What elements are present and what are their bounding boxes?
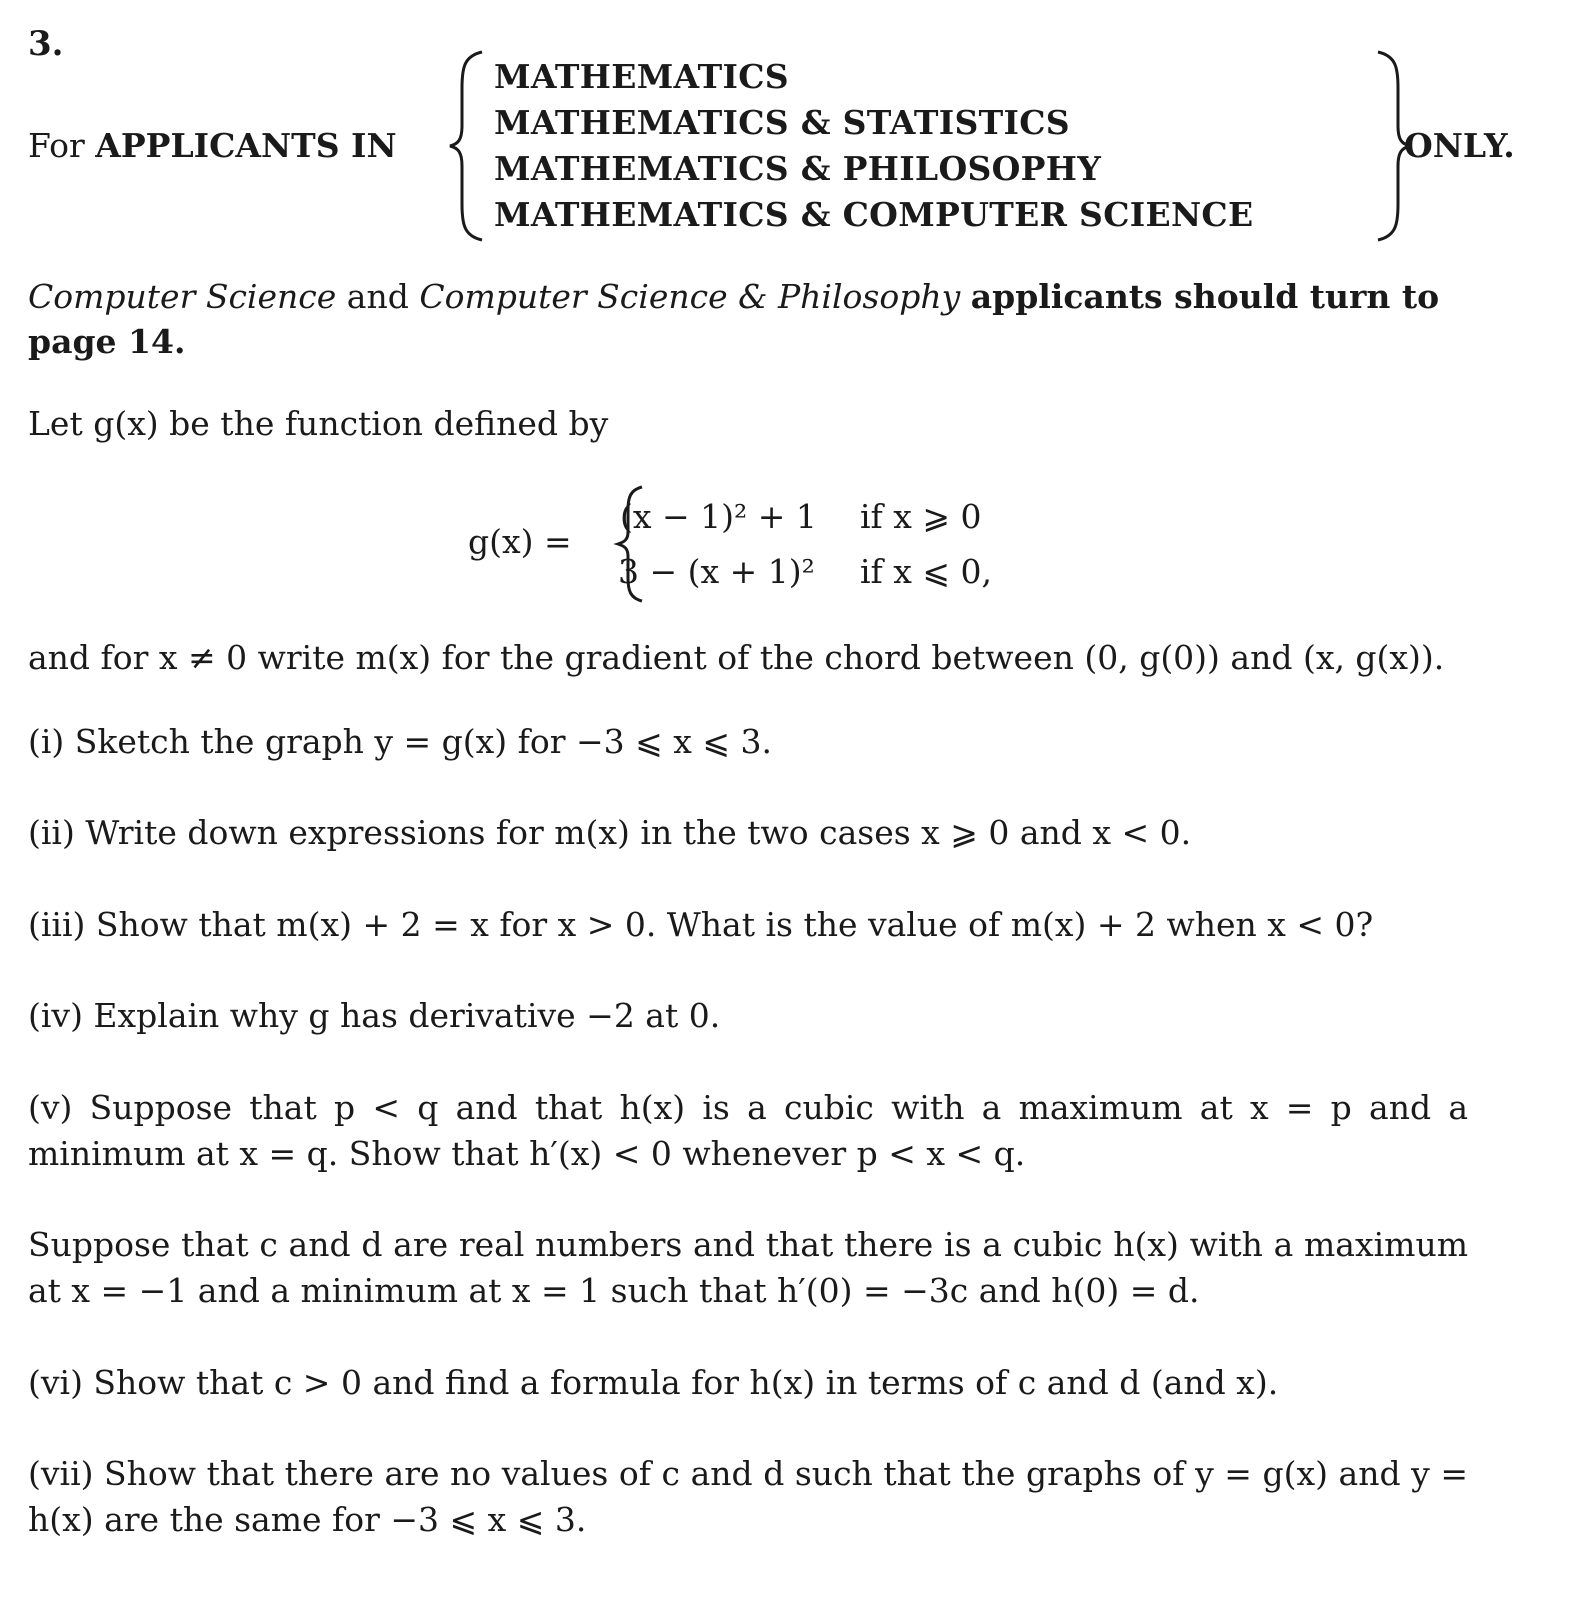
chord-text: and for x ≠ 0 write m(x) for the gradient of the chord between (0, g(0)) and (x, g(x)).	[28, 638, 1445, 677]
part-ii: (ii) Write down expressions for m(x) in the two cases x ⩾ 0 and x < 0.	[28, 813, 1192, 852]
part-i: (i) Sketch the graph y = g(x) for −3 ⩽ x ⩽ 3.	[28, 722, 772, 761]
only-text: ONLY.	[1404, 126, 1515, 165]
case1-condition: if x ⩾ 0	[860, 497, 982, 536]
programme-item: MATHEMATICS	[494, 57, 789, 96]
part-v: (v) Suppose that p < q and that h(x) is a cubic with a maximum at x = p and a minimum at x = q. Show that h′(x) < 0 whenever p < x < q.	[28, 1088, 1468, 1173]
part-vii: (vii) Show that there are no values of c and d such that the graphs of y = g(x) and y = h(x) are the same for −3 ⩽ x ⩽ 3.	[28, 1454, 1468, 1539]
part-iv: (iv) Explain why g has derivative −2 at 0.	[28, 996, 721, 1035]
programme-item: MATHEMATICS & COMPUTER SCIENCE	[494, 195, 1254, 234]
cubic-setup: Suppose that c and d are real numbers and that there is a cubic h(x) with a maximum at x = −1 and a minimum at x = 1 such that h′(0) = −3c and h(0) = d.	[28, 1225, 1468, 1310]
programme-list	[494, 54, 1253, 238]
programme-item: MATHEMATICS & PHILOSOPHY	[494, 149, 1102, 188]
cs-redirect-note	[28, 274, 1468, 364]
definition-lhs: g(x) =	[468, 522, 572, 561]
programme-item: MATHEMATICS & STATISTICS	[494, 103, 1070, 142]
applicants-label	[28, 126, 397, 165]
part-vi: (vi) Show that c > 0 and find a formula for h(x) in terms of c and d (and x).	[28, 1363, 1279, 1402]
cs-programme: Computer Science	[28, 277, 337, 316]
case2-condition: if x ⩽ 0,	[860, 552, 992, 591]
intro-text: Let g(x) be the function defined by	[28, 404, 609, 443]
part-iii: (iii) Show that m(x) + 2 = x for x > 0. What is the value of m(x) + 2 when x < 0?	[28, 905, 1374, 944]
case2-expression: 3 − (x + 1)²	[618, 552, 815, 591]
redirect-instruction: applicants should turn to page 14.	[28, 277, 1440, 361]
for-text: For	[28, 126, 85, 165]
case1-expression: (x − 1)² + 1	[620, 497, 817, 536]
applicants-in-text: APPLICANTS IN	[95, 126, 397, 165]
cs-phil-programme: Computer Science & Philosophy	[419, 277, 961, 316]
question-number: 3.	[28, 24, 64, 64]
and-text: and	[346, 277, 409, 316]
left-brace-icon	[444, 48, 494, 244]
